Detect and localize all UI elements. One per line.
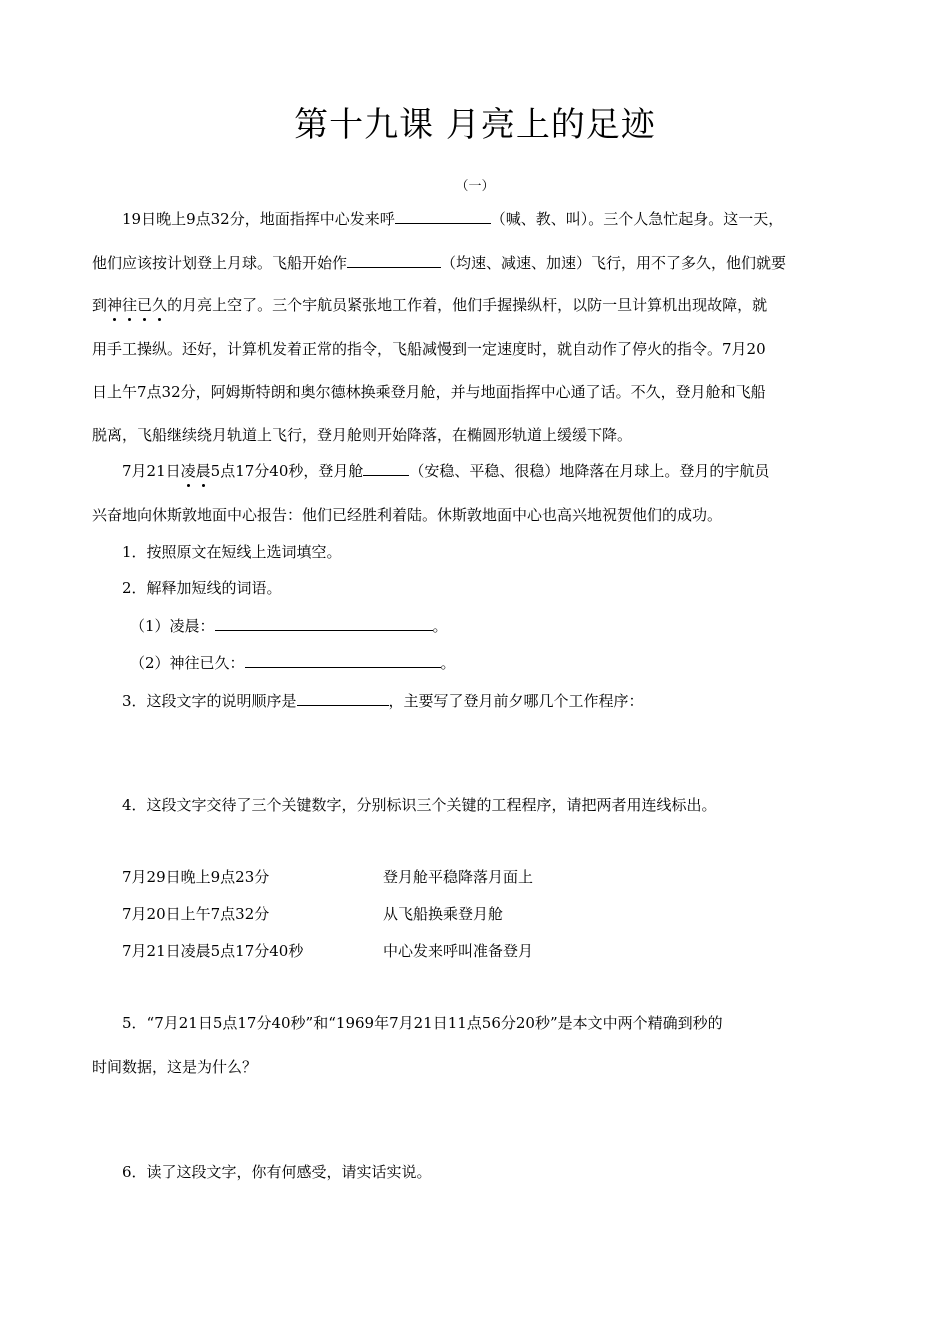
passage-text: （均速、减速、加速）飞行，用不了多久，他们就要: [441, 254, 787, 272]
match-right-1[interactable]: 登月舱平稳降落月面上: [383, 868, 534, 886]
question-5-line-1: 5．“7月21日5点17分40秒”和“1969年7月21日11点56分20秒”是本文中两个精确到秒的: [122, 1014, 723, 1032]
passage-line-6: 脱离，飞船继续绕月轨道上飞行，登月舱则开始降落，在椭圆形轨道上缓缓下降。: [92, 426, 633, 444]
passage-text: 19日晚上9点32分，地面指挥中心发来呼: [122, 210, 395, 228]
punctuation: 。: [440, 654, 456, 672]
match-left-1[interactable]: 7月29日晚上9点23分: [122, 868, 270, 886]
passage-line-2: [92, 252, 786, 273]
match-left-3[interactable]: 7月21日凌晨5点17分40秒: [122, 942, 304, 960]
question-2-2: [130, 652, 456, 673]
emphasized-char: 凌: [180, 462, 196, 480]
question-1: 1．按照原文在短线上选词填空。: [122, 543, 342, 561]
page-title: 第十九课 月亮上的足迹: [294, 105, 656, 145]
emphasized-char: 久: [152, 296, 168, 314]
passage-line-5: 日上午7点32分，阿姆斯特朗和奥尔德林换乘登月舱，并与地面指挥中心通了话。不久，登月舱和飞船: [92, 383, 766, 401]
question-2-1: [130, 615, 448, 636]
punctuation: 。: [432, 617, 448, 635]
passage-line-1: [122, 208, 783, 229]
passage-text: 的月亮上空了。三个宇航员紧张地工作着，他们手握操纵杆，以防一旦计算机出现故障，就: [167, 296, 768, 314]
passage-line-3: [92, 295, 767, 315]
answer-blank-shenwang[interactable]: [245, 652, 441, 668]
question-text: （2）神往已久：: [130, 654, 245, 672]
question-5-line-2: 时间数据，这是为什么？: [92, 1058, 258, 1076]
fill-blank-1[interactable]: [395, 208, 491, 224]
passage-text: （喊、教、叫）。三个人急忙起身。这一天，: [490, 210, 784, 228]
fill-blank-2[interactable]: [347, 252, 441, 268]
emphasized-char: 神: [107, 296, 123, 314]
passage-text: 他们应该按计划登上月球。飞船开始作: [92, 254, 348, 272]
answer-blank-order[interactable]: [297, 690, 389, 706]
match-right-2[interactable]: 从飞船换乘登月舱: [383, 905, 504, 923]
emphasized-char: 往: [122, 296, 138, 314]
passage-text: （安稳、平稳、很稳）地降落在月球上。登月的宇航员: [409, 462, 770, 480]
emphasized-char: 晨: [195, 462, 211, 480]
question-4: 4．这段文字交待了三个关键数字，分别标识三个关键的工程程序，请把两者用连线标出。: [122, 796, 717, 814]
passage-text: 5点17分40秒，登月舱: [210, 462, 364, 480]
question-3: [122, 690, 644, 711]
fill-blank-3[interactable]: [363, 460, 409, 476]
emphasized-char: 已: [137, 296, 153, 314]
answer-blank-lingchen[interactable]: [215, 615, 433, 631]
passage-text: 到: [92, 296, 108, 314]
question-6: 6．读了这段文字，你有何感受，请实话实说。: [122, 1163, 432, 1181]
question-text: （1）凌晨：: [130, 617, 215, 635]
passage-line-7: [122, 460, 769, 481]
question-2: 2．解释加短线的词语。: [122, 579, 282, 597]
match-left-2[interactable]: 7月20日上午7点32分: [122, 905, 270, 923]
section-number: （一）: [455, 179, 495, 194]
passage-text: 7月21日: [122, 462, 181, 480]
passage-line-8: 兴奋地向休斯敦地面中心报告：他们已经胜利着陆。休斯敦地面中心也高兴地祝贺他们的成功。: [92, 506, 723, 524]
passage-line-4: 用手工操纵。还好，计算机发着正常的指令，飞船减慢到一定速度时，就自动作了停火的指令。7月20: [92, 340, 766, 358]
match-right-3[interactable]: 中心发来呼叫准备登月: [383, 942, 534, 960]
question-text: ，主要写了登月前夕哪几个工作程序：: [388, 692, 644, 710]
question-text: 3．这段文字的说明顺序是: [122, 692, 297, 710]
